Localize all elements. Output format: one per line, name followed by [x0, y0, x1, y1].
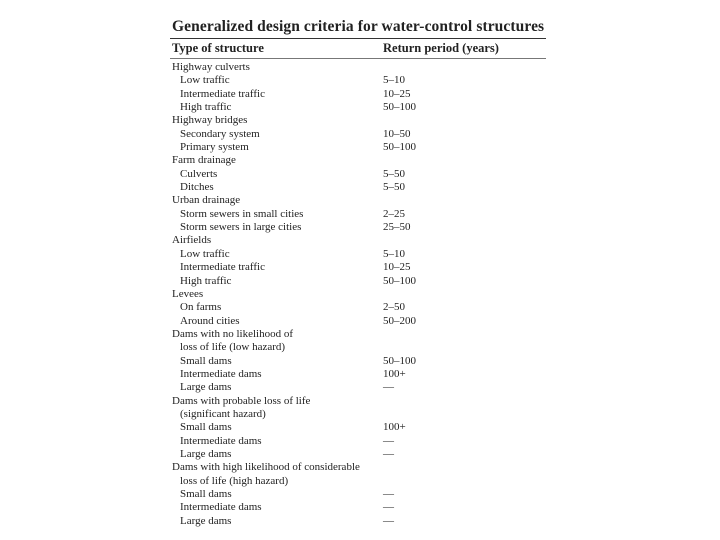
header-rule [170, 58, 546, 59]
table-row [172, 221, 546, 234]
row-value: 5–10 [383, 247, 405, 260]
table-row [172, 154, 546, 167]
row-value: — [383, 381, 394, 394]
table-row [172, 488, 546, 501]
table-row [172, 275, 546, 288]
row-value: — [383, 447, 394, 460]
row-label: Large dams [180, 447, 232, 460]
row-label: On farms [180, 301, 222, 314]
row-value: 5–50 [383, 181, 405, 194]
row-value: — [383, 514, 394, 527]
row-label: Highway culverts [172, 61, 250, 73]
table-row [172, 341, 546, 354]
table-row [172, 381, 546, 394]
row-label: Storm sewers in large cities [180, 221, 302, 234]
table-row [172, 141, 546, 154]
row-value: 50–100 [383, 101, 416, 114]
row-label: Intermediate traffic [180, 261, 265, 274]
row-label: Ditches [180, 181, 214, 194]
row-label: Around cities [180, 314, 240, 327]
table-row [172, 114, 546, 127]
table-row [172, 248, 546, 261]
row-label: Airfields [172, 234, 212, 247]
row-label: Dams with probable loss of life [172, 394, 311, 407]
row-value: 50–100 [383, 274, 416, 287]
table-row [172, 355, 546, 368]
row-label: Intermediate dams [180, 367, 262, 380]
row-label: Intermediate dams [180, 501, 262, 514]
table-row [172, 301, 546, 314]
table-row [172, 435, 546, 448]
header-type: Type of structure [172, 41, 264, 55]
row-value: 10–25 [383, 87, 411, 100]
row-label: (significant hazard) [180, 407, 266, 420]
table-title: Generalized design criteria for water-control structures [172, 18, 545, 35]
table-row [172, 74, 546, 87]
row-label: loss of life (high hazard) [180, 474, 289, 487]
row-value: — [383, 434, 394, 447]
table-row [172, 61, 546, 74]
row-label: Storm sewers in small cities [180, 207, 304, 220]
row-label: Urban drainage [172, 194, 241, 207]
table-row [172, 448, 546, 461]
row-value: 50–100 [383, 141, 416, 154]
row-label: Highway bridges [172, 114, 248, 127]
row-value: 10–50 [383, 127, 411, 140]
table-row [172, 315, 546, 328]
row-value: 100+ [383, 367, 406, 380]
table-row [172, 181, 546, 194]
table-row [172, 515, 546, 528]
row-value: 10–25 [383, 261, 411, 274]
row-label: Primary system [180, 141, 249, 154]
row-label: Farm drainage [172, 154, 236, 167]
table-row [172, 475, 546, 488]
table-row [172, 421, 546, 434]
row-value: — [383, 501, 394, 514]
row-value: 50–100 [383, 354, 416, 367]
table-row [172, 461, 546, 474]
table-row [172, 395, 546, 408]
table-body [172, 61, 546, 528]
table-row [172, 368, 546, 381]
table-row [172, 88, 546, 101]
row-label: Large dams [180, 381, 232, 394]
table-row [172, 128, 546, 141]
top-rule [170, 38, 546, 39]
table-row [172, 234, 546, 247]
table-row [172, 328, 546, 341]
row-label: Small dams [180, 421, 232, 434]
row-label: Intermediate traffic [180, 87, 265, 100]
row-value: — [383, 488, 394, 500]
row-label: High traffic [180, 274, 232, 287]
row-label: Large dams [180, 514, 232, 527]
row-value: 100+ [383, 421, 406, 434]
row-label: Low traffic [180, 247, 230, 260]
row-label: Secondary system [180, 127, 260, 140]
row-label: Low traffic [180, 74, 230, 87]
row-label: Small dams [180, 488, 232, 500]
table-row [172, 168, 546, 181]
row-value: 50–200 [383, 314, 416, 327]
table-row [172, 408, 546, 421]
row-label: Dams with no likelihood of [172, 327, 293, 340]
row-label: Intermediate dams [180, 434, 262, 447]
row-label: High traffic [180, 101, 232, 114]
row-label: Culverts [180, 167, 218, 180]
row-value: 2–25 [383, 207, 405, 220]
table-row [172, 101, 546, 114]
table-row [172, 261, 546, 274]
table-row [172, 208, 546, 221]
row-value: 5–50 [383, 167, 405, 180]
row-value: 2–50 [383, 301, 405, 314]
row-label: Small dams [180, 354, 232, 367]
row-label: Levees [172, 287, 204, 300]
row-value: 5–10 [383, 74, 405, 87]
table-row [172, 288, 546, 301]
row-label: loss of life (low hazard) [180, 341, 286, 354]
table-row [172, 501, 546, 514]
row-label: Dams with high likelihood of considerable [172, 461, 360, 474]
table-row [172, 194, 546, 207]
row-value: 25–50 [383, 221, 411, 234]
header-period: Return period (years) [383, 41, 499, 55]
